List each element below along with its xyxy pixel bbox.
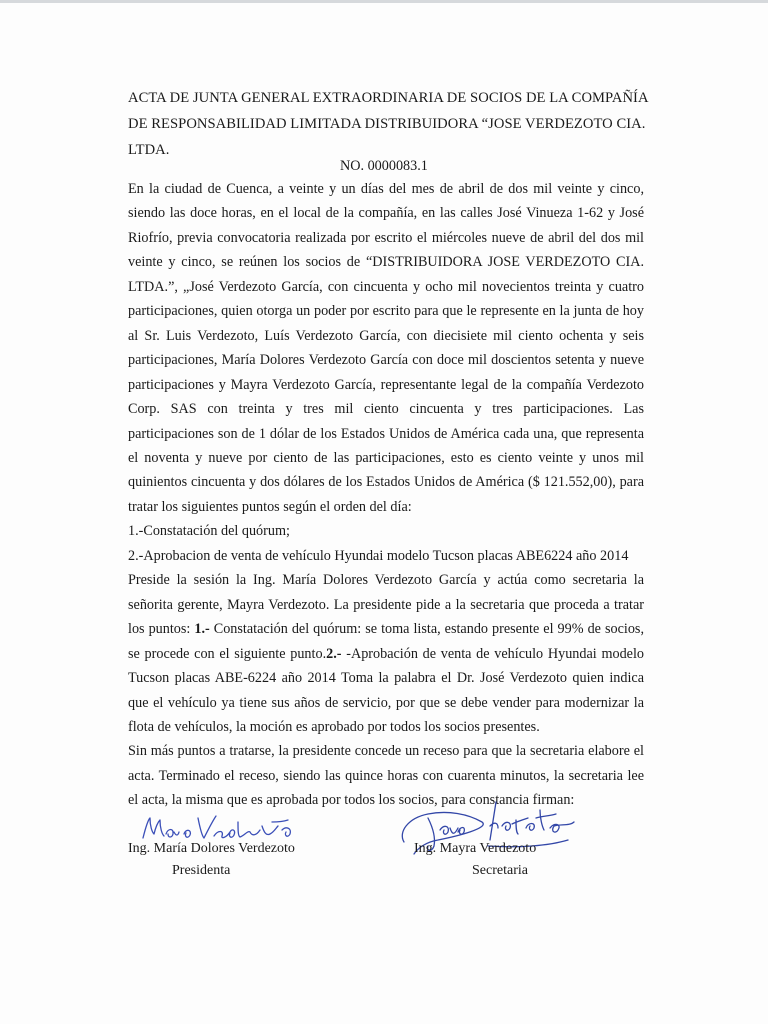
signature-secretary-role: Secretaria xyxy=(472,863,528,878)
scan-edge xyxy=(0,0,768,3)
document-number: NO. 0000083.1 xyxy=(340,158,428,174)
document-body xyxy=(128,177,644,813)
proceedings-paragraph xyxy=(128,568,644,739)
signature-secretary-name: Ing. Mayra Verdezoto xyxy=(414,841,537,856)
proceedings-text-a: Preside la sesión la Ing. María Dolores Verdezoto García y actúa como secretaria la señorita gerente, Mayra Verdezoto. La presidente pide a la secretaria que proceda a tratar los puntos: xyxy=(128,572,644,638)
signature-president-name: Ing. María Dolores Verdezoto xyxy=(128,841,295,856)
document-title: ACTA DE JUNTA GENERAL EXTRAORDINARIA DE SOCIOS DE LA COMPAÑÍA DE RESPONSABILIDAD LIMITADA DISTRIBUIDORA “JOSE VERDEZOTO CIA. LTDA. xyxy=(128,90,648,158)
closing-paragraph: Sin más puntos a tratarse, la presidente concede un receso para que la secretaria elabore el acta. Terminado el receso, siendo las quince horas con cuarenta minutos, la secretaria lee el acta, la misma que es aprobada por todos los socios, para constancia firman: xyxy=(128,743,644,809)
proceedings-text-e: -Aprobación de venta de vehículo Hyundai modelo Tucson placas ABE-6224 año 2014 Toma la palabra el Dr. José Verdezoto quien indica que el vehículo ya tiene sus años de servicio, por que se debe vender para modernizar la flota de vehículos, la moción es aprobado por todos los socios presentes. xyxy=(128,645,644,735)
point-2-marker: 2.- xyxy=(326,645,342,662)
point-1-marker: 1.- xyxy=(194,621,210,638)
agenda-item-1: 1.-Constatación del quórum; xyxy=(128,523,290,540)
opening-paragraph: En la ciudad de Cuenca, a veinte y un días del mes de abril de dos mil veinte y cinco, siendo las doce horas, en el local de la compañía, en las calles José Vinueza 1-62 y José Riofrío, previa convocatoria realizada por escrito el miércoles nueve de abril del dos mil veinte y cinco, se reúnen los socios de “DISTRIBUIDORA JOSE VERDEZOTO CIA. LTDA.”, „José Verdezoto García, con cincuenta y ocho mil novecientos treinta y cuatro participaciones, quien otorga un poder por escrito para que le represente en la junta de hoy al Sr. Luis Verdezoto, Luís Verdezoto García, con diecisiete mil ciento ochenta y seis participaciones, María Dolores Verdezoto García con doce mil doscientos setenta y nueve participaciones y Mayra Verdezoto García, representante legal de la compañía Verdezoto Corp. SAS con treinta y tres mil ciento cincuenta y tres participaciones. Las participaciones son de 1 dólar de los Estados Unidos de América cada una, que representa el noventa y nueve por ciento de las participaciones, esto es ciento veinte y unos mil quinientos cincuenta y dos dólares de los Estados Unidos de América ($ 121.552,00), para tratar los siguientes puntos según el orden del día: xyxy=(128,181,644,515)
signature-president-role: Presidenta xyxy=(172,863,231,878)
agenda-item-2: 2.-Aprobacion de venta de vehículo Hyundai modelo Tucson placas ABE6224 año 2014 xyxy=(128,547,629,564)
proceedings-text-c: Constatación del quórum: se toma lista, estando presente el 99% de socios, se procede con el siguiente punto. xyxy=(128,621,644,662)
